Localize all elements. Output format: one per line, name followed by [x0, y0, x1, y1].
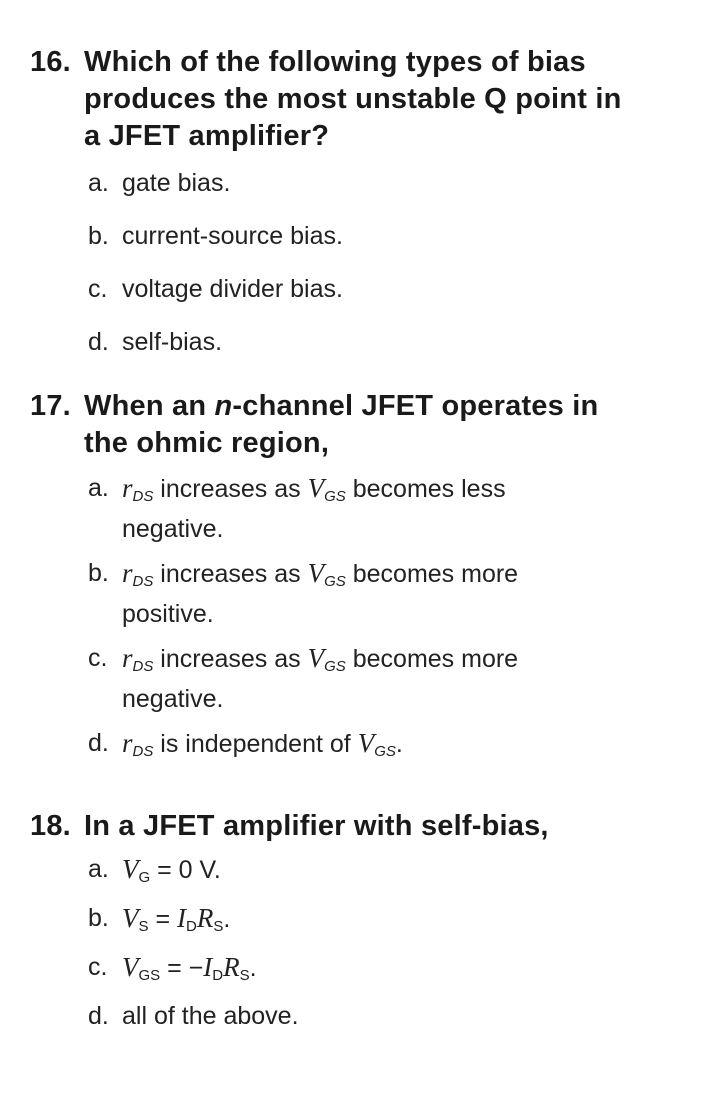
option-letter: d. — [88, 328, 109, 356]
option-text: $r_{DS}$ increases as $V_{GS}$ becomes less negative. — [122, 473, 506, 543]
option-letter: c. — [88, 275, 108, 303]
question-17-header — [0, 388, 720, 462]
option-list — [88, 167, 720, 358]
question-18 — [0, 808, 720, 1032]
option-list — [88, 853, 720, 1032]
option-text: $V_{GS} = -I_DR_S$. — [122, 952, 257, 984]
option-letter: b. — [88, 904, 109, 932]
question-text: Which of the following types of bias produces the most unstable Q point in a JFET amplifier? — [84, 46, 622, 152]
question-number: 18. — [30, 810, 71, 842]
option-c — [88, 642, 720, 715]
option-a — [88, 167, 720, 199]
option-letter: b. — [88, 222, 109, 250]
option-letter: d. — [88, 1002, 109, 1030]
option-c — [88, 951, 720, 992]
option-text: gate bias. — [122, 169, 231, 197]
option-b — [88, 902, 720, 943]
option-letter: d. — [88, 729, 109, 757]
option-list — [88, 472, 720, 768]
question-text: When an n-channel JFET operates in the ohmic region, — [84, 390, 599, 459]
option-d — [88, 727, 720, 768]
option-b — [88, 557, 720, 630]
option-letter: c. — [88, 953, 108, 981]
question-18-header — [0, 808, 720, 845]
option-text: $r_{DS}$ is independent of $V_{GS}$. — [122, 728, 403, 760]
option-b — [88, 220, 720, 252]
question-number: 17. — [30, 390, 71, 422]
option-text: $V_S = I_DR_S$. — [122, 903, 231, 935]
option-letter: a. — [88, 474, 109, 502]
question-16 — [0, 44, 720, 358]
option-d — [88, 1000, 720, 1032]
option-text: current-source bias. — [122, 222, 343, 250]
option-a — [88, 472, 720, 545]
option-letter: c. — [88, 644, 108, 672]
option-d — [88, 326, 720, 358]
n-variable: n — [214, 390, 233, 422]
option-text: voltage divider bias. — [122, 275, 343, 303]
option-text: $r_{DS}$ increases as $V_{GS}$ becomes more positive. — [122, 558, 519, 628]
option-letter: b. — [88, 559, 109, 587]
option-a — [88, 853, 720, 894]
option-text: $r_{DS}$ increases as $V_{GS}$ becomes more negative. — [122, 643, 519, 713]
question-number: 16. — [30, 46, 71, 78]
question-16-header — [0, 44, 720, 155]
option-text: all of the above. — [122, 1002, 299, 1030]
question-text: In a JFET amplifier with self-bias, — [84, 810, 549, 842]
option-letter: a. — [88, 855, 109, 883]
option-letter: a. — [88, 169, 109, 197]
option-text: self-bias. — [122, 328, 223, 356]
option-c — [88, 273, 720, 305]
option-text: $V_G = 0$ V. — [122, 854, 221, 886]
question-17 — [0, 388, 720, 768]
